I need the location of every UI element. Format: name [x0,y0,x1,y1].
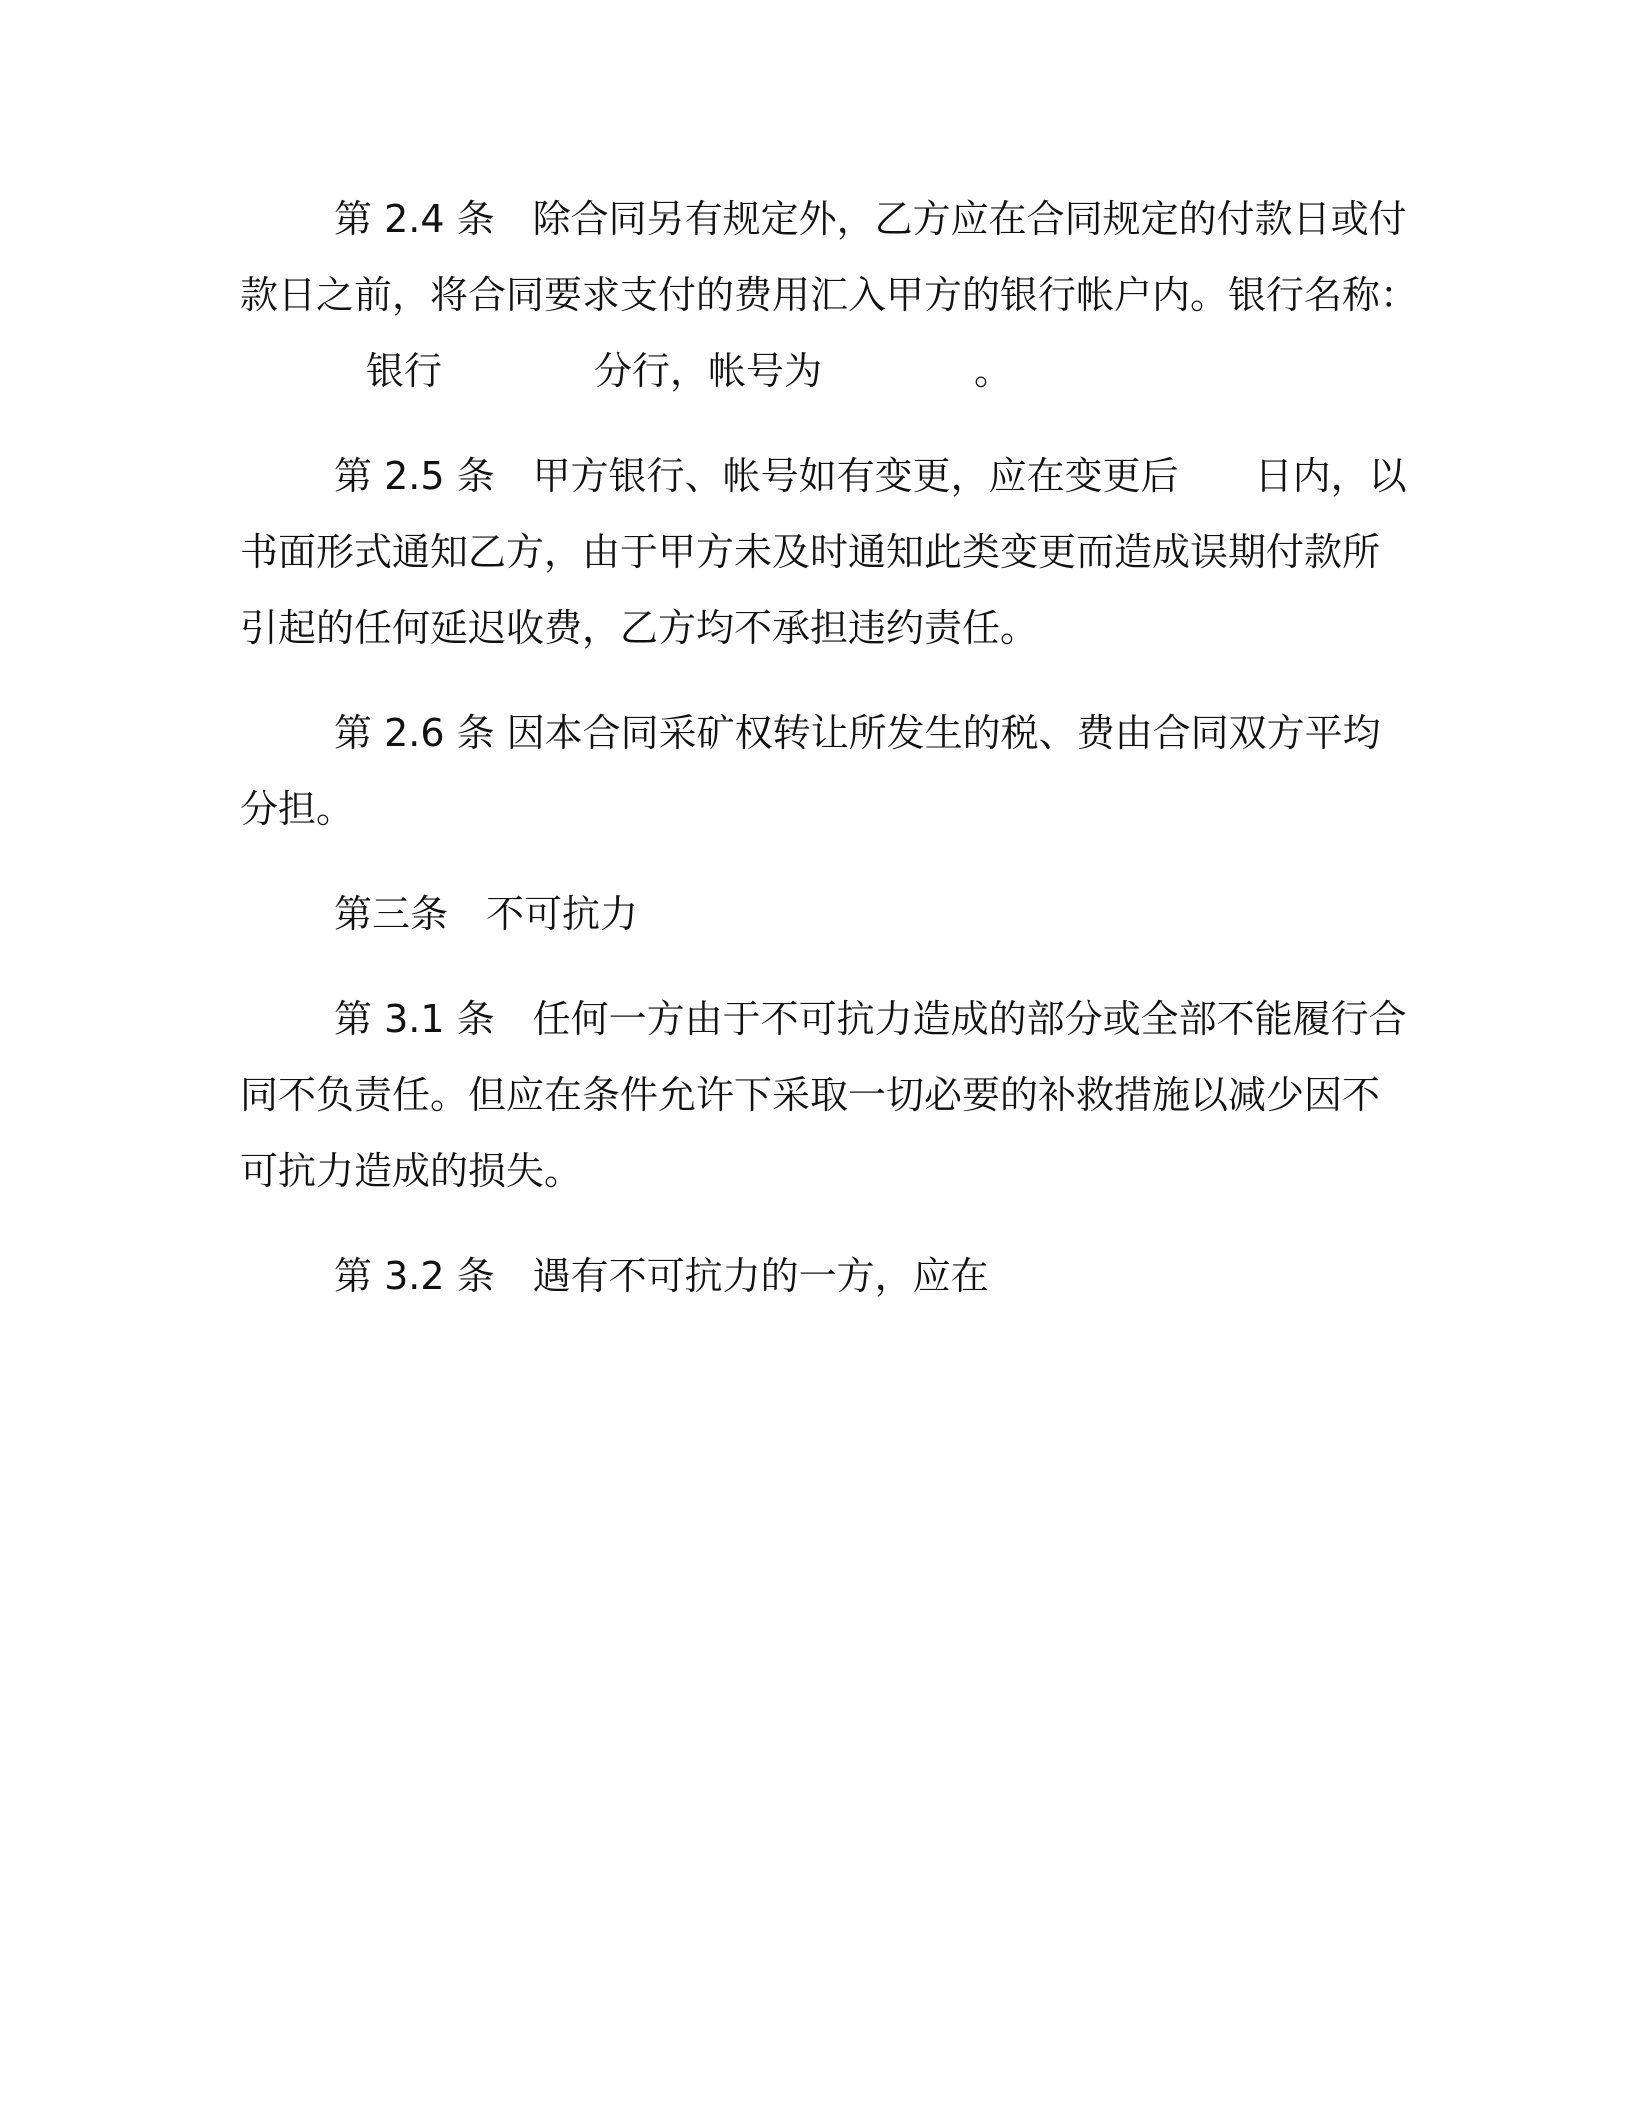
article-3-2-line-1: 第 3.2 条 遇有不可抗力的一方，应在 [334,1254,989,1298]
article-2-6-line-2: 分担。 [240,787,355,831]
article-2-4-line-3: 银行 分行，帐号为 。 [366,349,1013,393]
article-2-6-line-1: 第 2.6 条 因本合同采矿权转让所发生的税、费由合同双方平均 [334,711,1381,755]
article-2-4-line-1: 第 2.4 条 除合同另有规定外，乙方应在合同规定的付款日或付 [334,197,1407,241]
article-2-5-line-1: 第 2.5 条 甲方银行、帐号如有变更，应在变更后 日内，以 [334,454,1407,498]
article-3-1-line-3: 可抗力造成的损失。 [240,1149,583,1193]
article-3-1-line-2: 同不负责任。但应在条件允许下采取一切必要的补救措施以减少因不 [240,1073,1381,1117]
article-2-5-line-3: 引起的任何延迟收费，乙方均不承担违约责任。 [240,606,1039,650]
article-2-4-line-2: 款日之前，将合同要求支付的费用汇入甲方的银行帐户内。银行名称： [240,273,1419,317]
article-3-1-line-1: 第 3.1 条 任何一方由于不可抗力造成的部分或全部不能履行合 [334,997,1407,1041]
article-2-5-line-2: 书面形式通知乙方，由于甲方未及时通知此类变更而造成误期付款所 [240,530,1381,574]
article-3-heading: 第三条 不可抗力 [334,892,639,936]
